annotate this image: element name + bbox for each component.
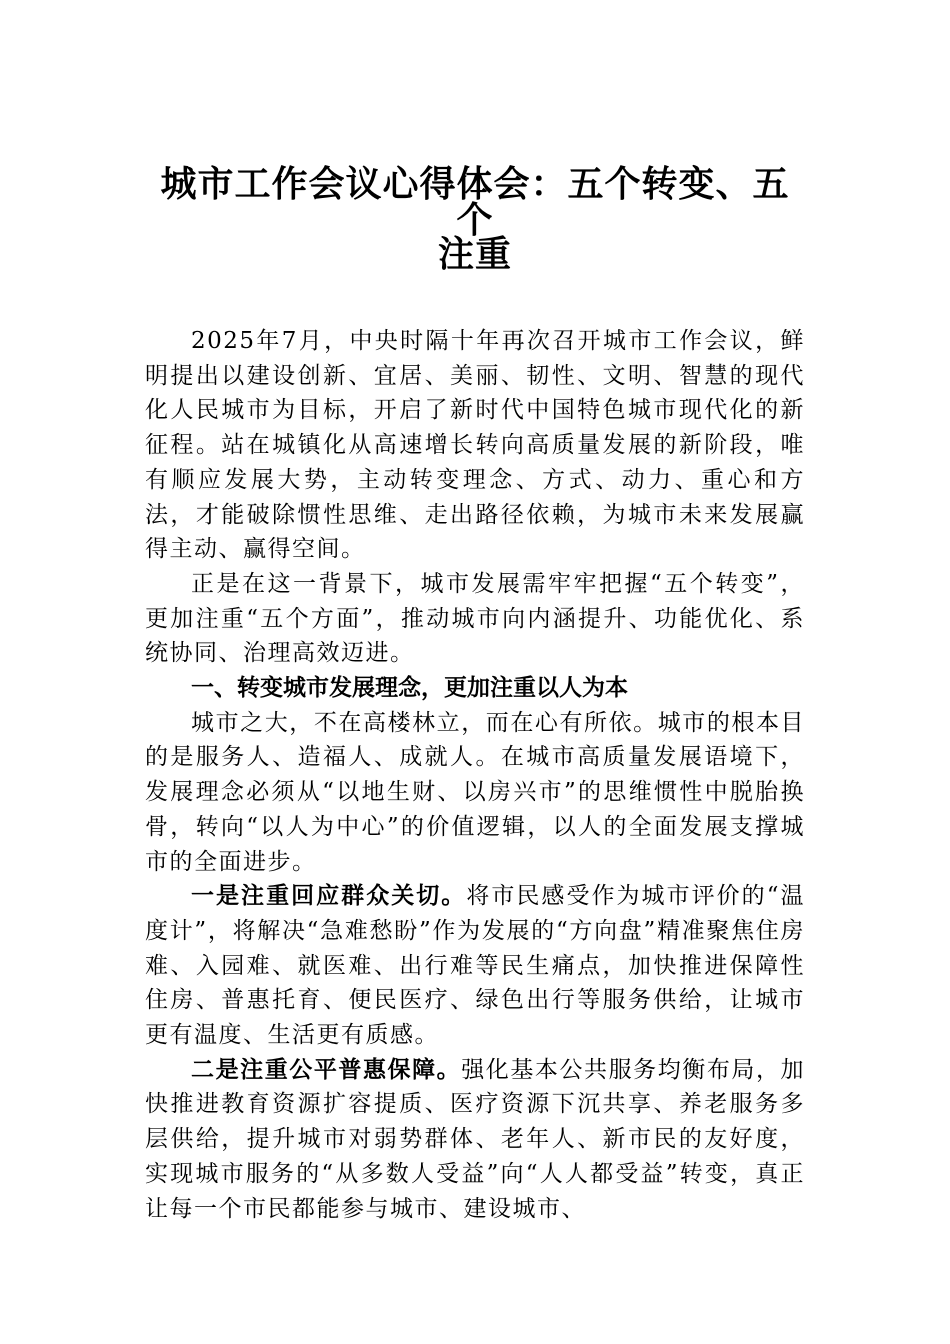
paragraph-background: 正是在这一背景下，城市发展需牢牢把握“五个转变”，更加注重“五个方面”，推动城市向内涵提升、功能优化、系统协同、治理高效迈进。 <box>145 570 805 667</box>
point-2-paragraph <box>145 1053 805 1227</box>
paragraph-intro: 2025年7月，中央时隔十年再次召开城市工作会议，鲜明提出以建设创新、宜居、美丽、韧性、文明、智慧的现代化人民城市为目标，开启了新时代中国特色城市现代化的新征程。站在城镇化从高速增长转向高质量发展的新阶段，唯有顺应发展大势，主动转变理念、方式、动力、重心和方法，才能破除惯性思维、走出路径依赖，为城市未来发展赢得主动、赢得空间。 <box>145 328 805 563</box>
document-title-line1: 城市工作会议心得体会：五个转变、五个 <box>160 163 790 241</box>
section1-intro-paragraph: 城市之大，不在高楼林立，而在心有所依。城市的根本目的是服务人、造福人、成就人。在城市高质量发展语境下，发展理念必须从“以地生财、以房兴市”的思维惯性中脱胎换骨，转向“以人为中心”的价值逻辑，以人的全面发展支撑城市的全面进步。 <box>145 709 805 875</box>
document-title-line2: 注重 <box>437 233 512 275</box>
point-1-paragraph <box>145 879 805 1053</box>
document-body <box>145 324 805 1226</box>
point-1-lead: 一是注重回应群众关切。 <box>191 882 467 910</box>
point-1-text: 将市民感受作为城市评价的“温度计”，将解决“急难愁盼”作为发展的“方向盘”精准聚焦住房难、入园难、就医难、出行难等民生痛点，加快推进保障性住房、普惠托育、便民医疗、绿色出行等服务供给，让城市更有温度、生活更有质感。 <box>145 883 805 1049</box>
point-2-lead: 二是注重公平普惠保障。 <box>191 1055 462 1083</box>
point-2-text: 强化基本公共服务均衡布局，加快推进教育资源扩容提质、医疗资源下沉共享、养老服务多层供给，提升城市对弱势群体、老年人、新市民的友好度，实现城市服务的“从多数人受益”向“人人都受益”转变，真正让每一个市民都能参与城市、建设城市、 <box>145 1056 805 1222</box>
section-heading-1: 一、转变城市发展理念，更加注重以人为本 <box>191 675 628 702</box>
